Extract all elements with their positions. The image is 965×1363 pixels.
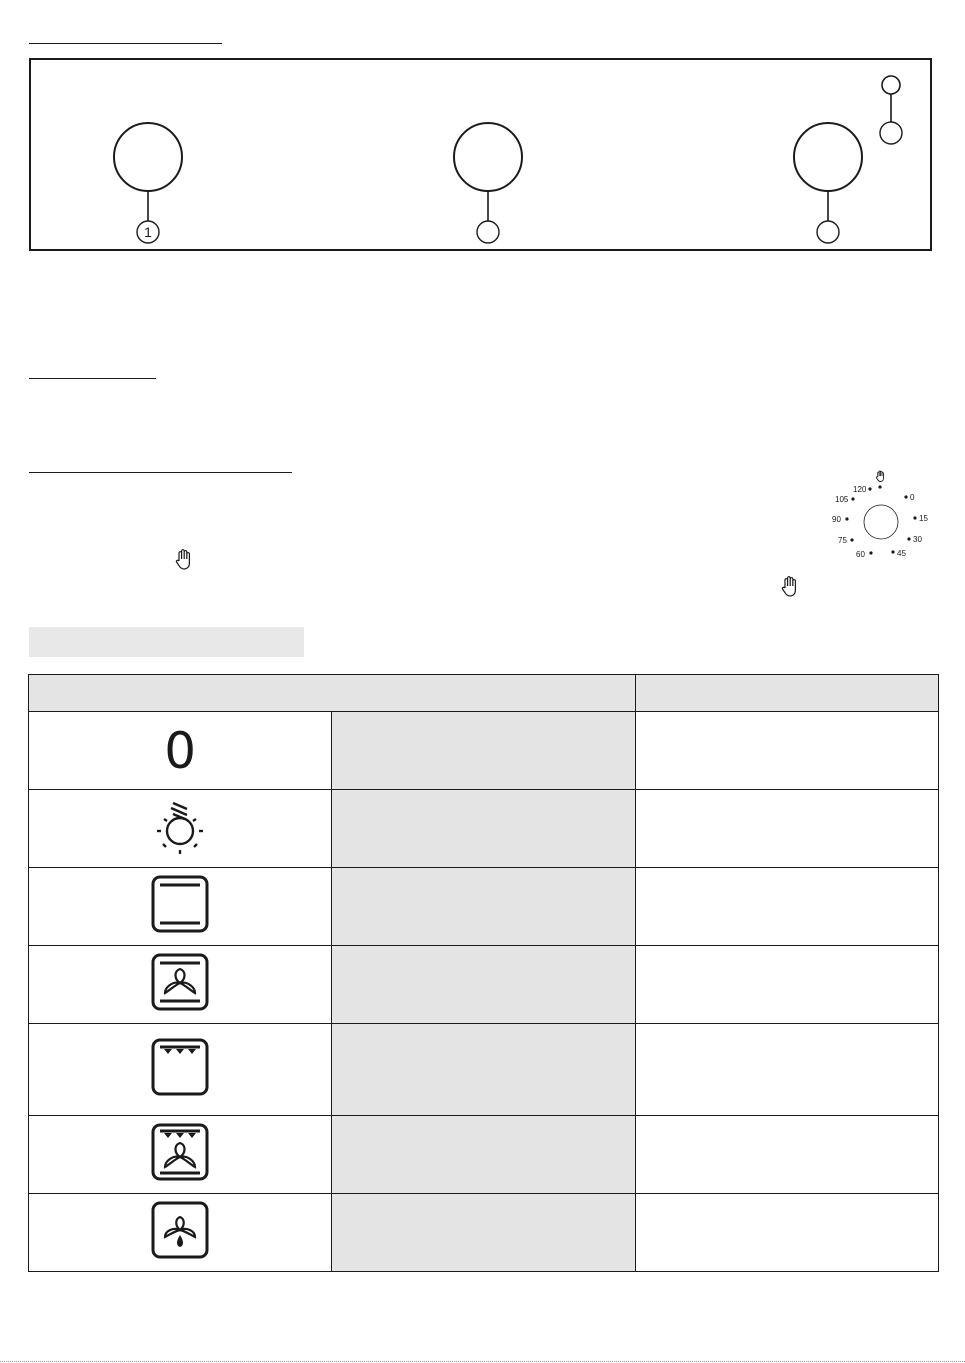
timer-mark-60: 60: [856, 550, 865, 559]
function-name: [332, 712, 635, 790]
function-name: [332, 946, 635, 1024]
function-description: [635, 1116, 938, 1194]
timer-mark-0: 0: [910, 493, 915, 502]
table-section-heading-bar: [29, 627, 304, 657]
timer-mark-75: 75: [838, 536, 847, 545]
table-row: [29, 868, 939, 946]
function-name: [332, 1194, 635, 1272]
timer-mark-120: 120: [853, 485, 867, 494]
knob-1-label: 1: [144, 224, 152, 240]
top-bottom-heat-icon: [147, 871, 213, 937]
function-description: [635, 712, 938, 790]
table-row: [29, 946, 939, 1024]
defrost-icon: [147, 1197, 213, 1263]
section-heading-rule-2: [29, 378, 156, 379]
function-description: [635, 1024, 938, 1116]
grill-fan-icon: [147, 1119, 213, 1185]
zero-symbol-text: 0: [164, 721, 197, 780]
timer-mark-15: 15: [919, 514, 928, 523]
timer-mark-90: 90: [832, 515, 841, 524]
bottom-heat-fan-icon: [147, 949, 213, 1015]
hand-icon: [174, 548, 194, 572]
grill-icon: [147, 1034, 213, 1100]
timer-mark-45: 45: [897, 549, 906, 558]
section-heading-rule-1: [29, 43, 222, 44]
table-header-description: [635, 675, 938, 712]
hand-icon: [780, 575, 800, 599]
function-name: [332, 1024, 635, 1116]
table-row: [29, 790, 939, 868]
function-name: [332, 790, 635, 868]
timer-stop-hand-icon: [876, 471, 883, 482]
function-description: [635, 1194, 938, 1272]
indicator-lamp: [880, 76, 902, 144]
timer-mark-30: 30: [913, 535, 922, 544]
function-description: [635, 790, 938, 868]
zero-symbol: [29, 712, 332, 790]
oven-light-icon: [147, 793, 213, 859]
table-row: [29, 1194, 939, 1272]
section-heading-rule-3: [29, 472, 292, 473]
function-description: [635, 868, 938, 946]
knob-1: [114, 123, 182, 243]
timer-dial: [826, 470, 936, 562]
control-panel-diagram: [29, 58, 932, 251]
knob-2: [454, 123, 522, 243]
function-name: [332, 1116, 635, 1194]
table-row: [29, 712, 939, 790]
page-bottom-divider: [0, 1361, 965, 1362]
knob-3: [794, 123, 862, 243]
oven-functions-table: [28, 674, 939, 1272]
table-row: [29, 1024, 939, 1116]
function-description: [635, 946, 938, 1024]
table-row: [29, 1116, 939, 1194]
table-header-symbol: [29, 675, 636, 712]
timer-mark-105: 105: [835, 495, 849, 504]
function-name: [332, 868, 635, 946]
